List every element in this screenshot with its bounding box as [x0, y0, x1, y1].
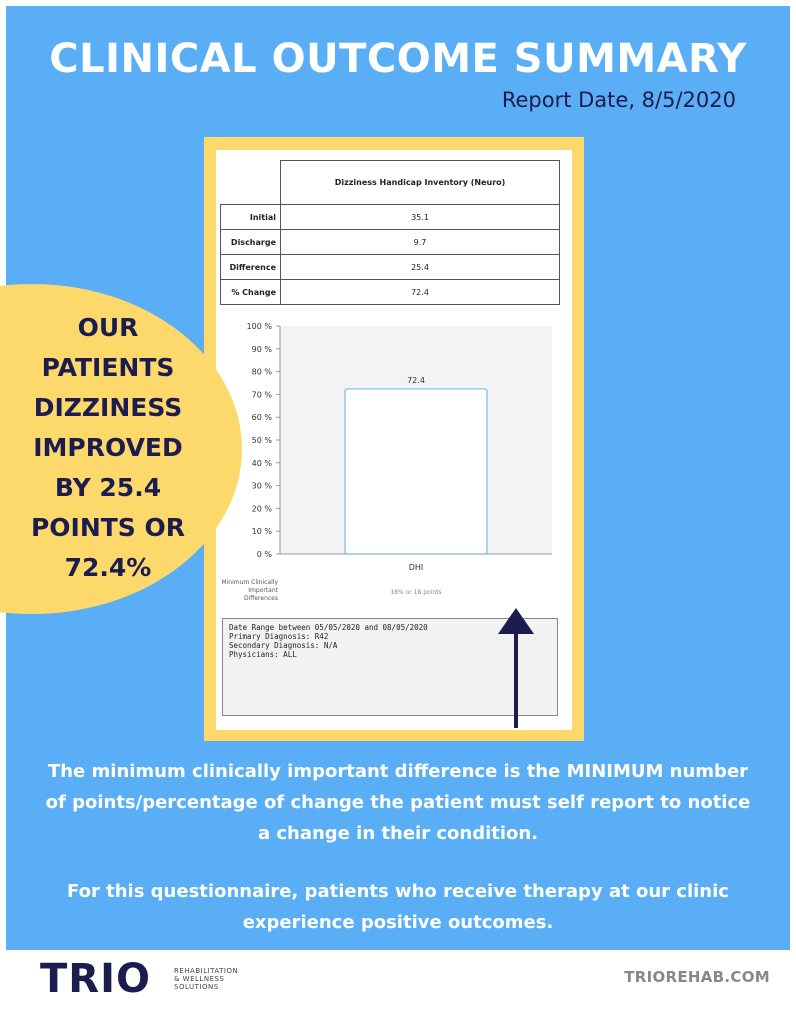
outcome-statement: For this questionnaire, patients who receive therapy at our clinic experience positive outcomes. — [67, 881, 729, 933]
info-line: Physicians: ALL — [229, 650, 297, 659]
mcid-label — [221, 579, 278, 602]
y-tick-label: 20 % — [251, 504, 272, 514]
info-line: Date Range between 05/05/2020 and 08/05/2020 — [229, 623, 428, 632]
y-tick-label: 70 % — [251, 390, 272, 400]
table-corner — [221, 161, 281, 205]
dhi-bar-chart — [216, 316, 572, 616]
y-tick-label: 100 % — [246, 322, 272, 331]
mcid-value: 18% or 18 points — [390, 589, 442, 596]
dhi-table — [220, 160, 560, 305]
y-tick-label: 80 % — [251, 367, 272, 377]
row-label: Difference — [221, 255, 281, 280]
website-link[interactable]: TRIOREHAB.COM — [624, 968, 770, 986]
bar — [345, 389, 487, 554]
y-tick-label: 90 % — [251, 344, 272, 354]
y-tick-label: 60 % — [251, 413, 272, 423]
mcid-label-line: Minimum Clinically — [221, 579, 278, 586]
callout-line: 72.4% — [64, 553, 152, 582]
row-label: % Change — [221, 280, 281, 305]
table-row — [221, 230, 560, 255]
logo-subtitle — [174, 967, 238, 991]
y-tick-label: 30 % — [251, 481, 272, 491]
callout-line: DIZZINESS — [33, 393, 183, 422]
y-tick-label: 10 % — [251, 527, 272, 537]
info-line: Secondary Diagnosis: N/A — [229, 641, 338, 650]
row-value: 9.7 — [281, 230, 560, 255]
logo-sub-line: & WELLNESS — [174, 975, 225, 983]
page-title: CLINICAL OUTCOME SUMMARY — [49, 36, 747, 82]
logo-wordmark: TRIO — [40, 956, 151, 1002]
callout-line: BY 25.4 — [54, 473, 162, 502]
report-date: Report Date, 8/5/2020 — [501, 88, 736, 112]
y-tick-label: 40 % — [251, 458, 272, 468]
callout-line: IMPROVED — [33, 433, 183, 462]
row-label: Discharge — [221, 230, 281, 255]
bar-data-label: 72.4 — [407, 375, 425, 385]
mcid-explanation: The minimum clinically important difference is the MINIMUM number of points/percentage of change the patient must self report to notice a change in their condition. — [45, 761, 751, 844]
row-value: 72.4 — [281, 280, 560, 305]
callout-line: PATIENTS — [41, 353, 175, 382]
callout-line: POINTS OR — [30, 513, 186, 542]
mcid-label-line: Important — [248, 587, 278, 594]
table-header-row — [221, 161, 560, 205]
table-row — [221, 280, 560, 305]
logo-sub-line: SOLUTIONS — [174, 983, 219, 991]
callout-text — [6, 308, 210, 588]
x-category-label: DHI — [408, 563, 424, 572]
callout-line: OUR — [77, 313, 139, 342]
table-header: Dizziness Handicap Inventory (Neuro) — [281, 161, 560, 205]
row-value: 25.4 — [281, 255, 560, 280]
arrow-up-icon — [496, 606, 536, 730]
y-tick-label: 0 % — [256, 550, 272, 559]
logo-sub-line: REHABILITATION — [174, 967, 239, 975]
table-row — [221, 255, 560, 280]
mcid-label-line: Differences — [243, 595, 278, 602]
y-tick-label: 50 % — [251, 436, 272, 445]
table-row — [221, 205, 560, 230]
row-value: 35.1 — [281, 205, 560, 230]
info-line: Primary Diagnosis: R42 — [229, 632, 329, 641]
row-label: Initial — [221, 205, 281, 230]
